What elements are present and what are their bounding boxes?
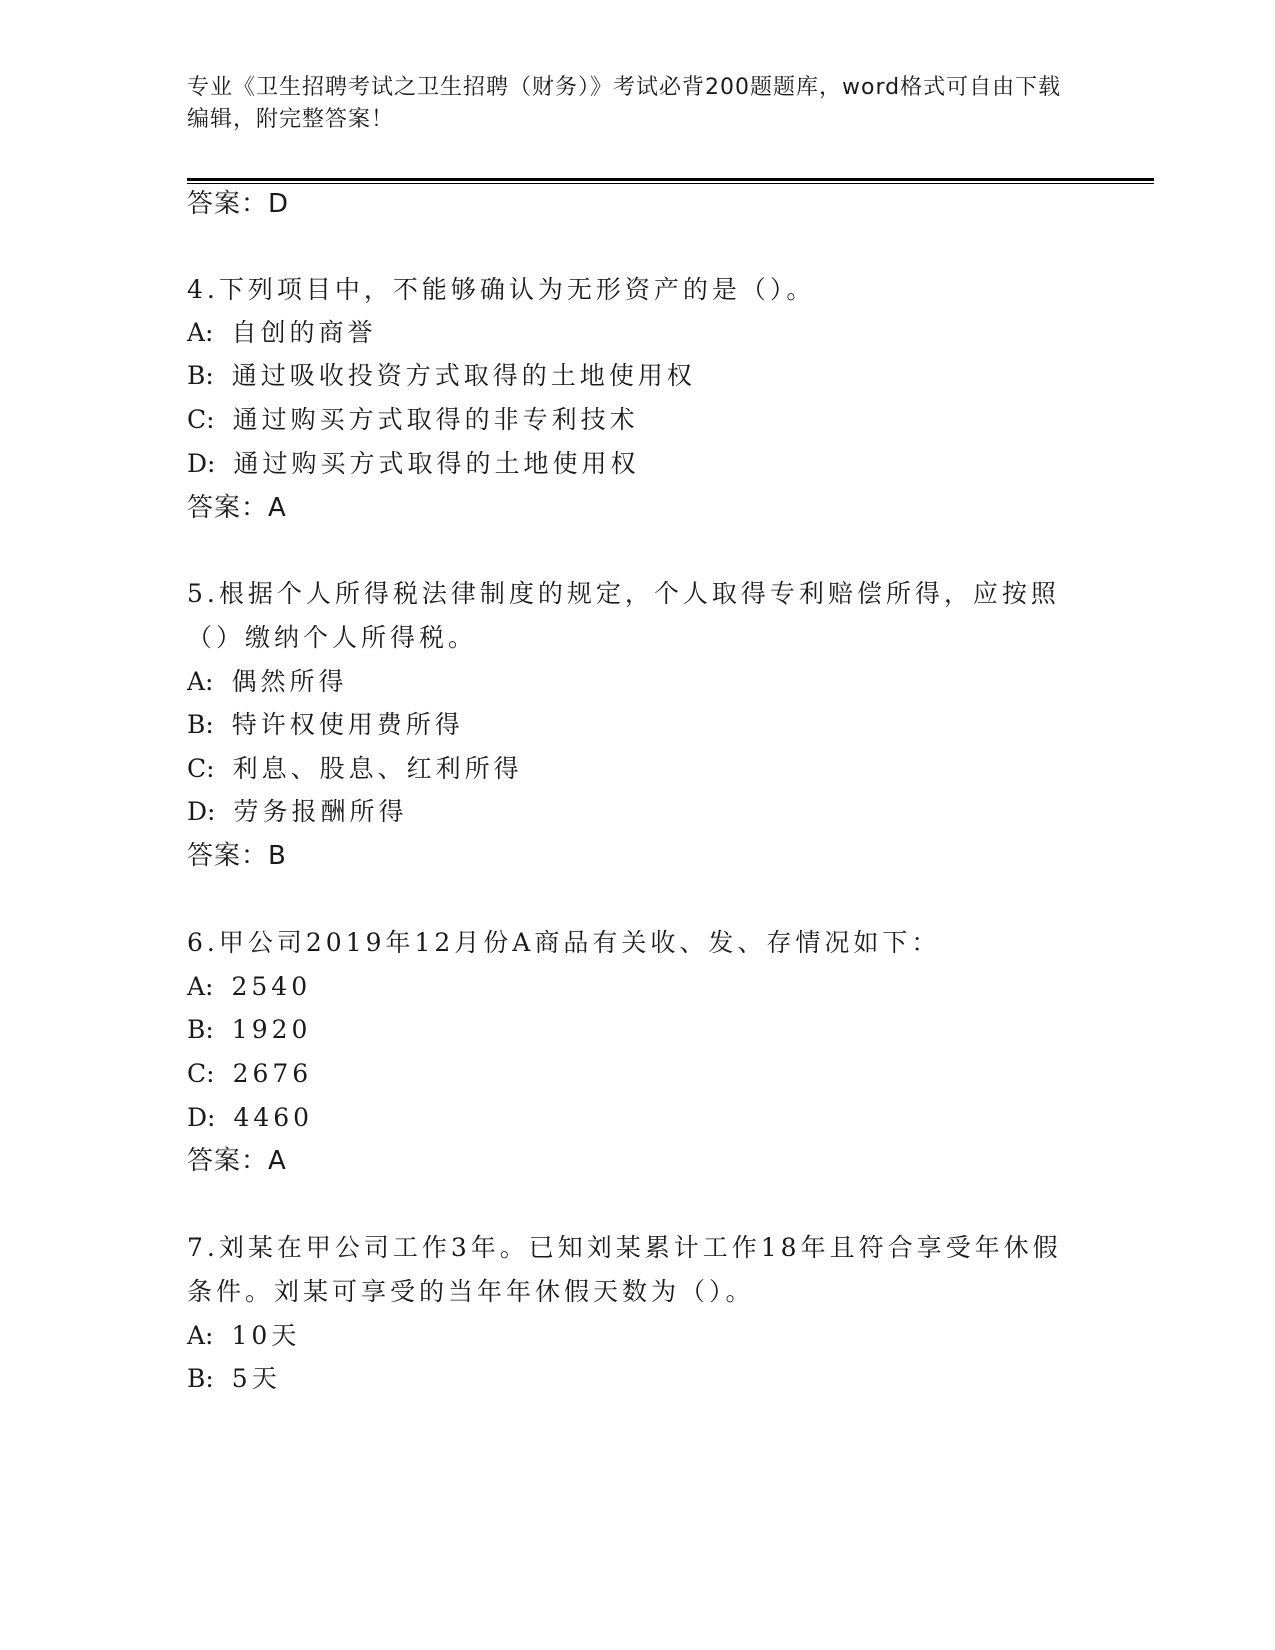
option-text: 偶然所得 bbox=[231, 667, 348, 696]
option-b bbox=[187, 707, 464, 743]
option-letter: B: bbox=[187, 710, 214, 739]
option-text: 劳务报酬所得 bbox=[233, 797, 408, 826]
option-text: 利息、股息、红利所得 bbox=[232, 754, 523, 783]
answer-value: B bbox=[268, 841, 287, 871]
option-text: 通过吸收投资方式取得的土地使用权 bbox=[231, 361, 696, 390]
answer-value: D bbox=[268, 189, 290, 219]
option-letter: C: bbox=[187, 1059, 215, 1088]
header-rule-thin bbox=[187, 183, 1154, 184]
option-a bbox=[187, 969, 311, 1005]
answer-line bbox=[187, 838, 287, 874]
option-c bbox=[187, 751, 523, 787]
option-d bbox=[187, 446, 639, 482]
answer-value: A bbox=[268, 1146, 287, 1176]
option-text: 自创的商誉 bbox=[231, 318, 377, 347]
question-stem-continued: 条件。刘某可享受的当年年休假天数为（）。 bbox=[187, 1277, 755, 1306]
option-letter: A: bbox=[187, 1321, 214, 1350]
option-letter: B: bbox=[187, 361, 214, 390]
question-stem: 7.刘某在甲公司工作3年。已知刘某累计工作18年且符合享受年休假 bbox=[187, 1233, 1062, 1262]
option-letter: D: bbox=[187, 449, 216, 478]
option-text: 5天 bbox=[231, 1364, 281, 1393]
answer-line bbox=[187, 186, 289, 222]
option-text: 2676 bbox=[232, 1059, 313, 1088]
question-stem: 4.下列项目中，不能够确认为无形资产的是（）。 bbox=[187, 275, 816, 304]
question-stem-continued: （）缴纳个人所得税。 bbox=[187, 623, 478, 652]
option-text: 2540 bbox=[231, 972, 312, 1001]
question-stem: 5.根据个人所得税法律制度的规定，个人取得专利赔偿所得，应按照 bbox=[187, 579, 1060, 608]
answer-line bbox=[187, 1143, 287, 1179]
option-text: 特许权使用费所得 bbox=[231, 710, 464, 739]
option-text: 通过购买方式取得的土地使用权 bbox=[233, 449, 640, 478]
option-text: 通过购买方式取得的非专利技术 bbox=[232, 405, 639, 434]
option-c bbox=[187, 1056, 312, 1092]
option-b bbox=[187, 358, 696, 394]
option-b bbox=[187, 1361, 281, 1397]
option-a bbox=[187, 664, 348, 700]
option-letter: A: bbox=[187, 318, 214, 347]
question-stem: 6.甲公司2019年12月份A商品有关收、发、存情况如下： bbox=[187, 928, 941, 957]
answer-prefix: 答案： bbox=[187, 841, 269, 871]
answer-line bbox=[187, 490, 287, 526]
answer-prefix: 答案： bbox=[187, 189, 269, 219]
option-letter: D: bbox=[187, 1103, 216, 1132]
option-b bbox=[187, 1012, 311, 1048]
option-letter: A: bbox=[187, 667, 214, 696]
option-letter: A: bbox=[187, 972, 214, 1001]
option-letter: D: bbox=[187, 797, 216, 826]
option-letter: C: bbox=[187, 405, 215, 434]
option-a bbox=[187, 315, 377, 351]
option-d bbox=[187, 1100, 313, 1136]
option-a bbox=[187, 1318, 300, 1354]
option-text: 10天 bbox=[231, 1321, 301, 1350]
answer-value: A bbox=[268, 493, 287, 523]
option-letter: B: bbox=[187, 1015, 214, 1044]
option-text: 1920 bbox=[231, 1015, 312, 1044]
option-letter: B: bbox=[187, 1364, 214, 1393]
document-header: 专业《卫生招聘考试之卫生招聘（财务）》考试必背200题题库，word格式可自由下载编辑，附完整答案！ bbox=[187, 75, 1062, 132]
option-text: 4460 bbox=[233, 1103, 314, 1132]
option-letter: C: bbox=[187, 754, 215, 783]
header-rule-thick bbox=[187, 178, 1154, 181]
option-d bbox=[187, 794, 407, 830]
option-c bbox=[187, 402, 639, 438]
answer-prefix: 答案： bbox=[187, 1146, 269, 1176]
answer-prefix: 答案： bbox=[187, 493, 269, 523]
